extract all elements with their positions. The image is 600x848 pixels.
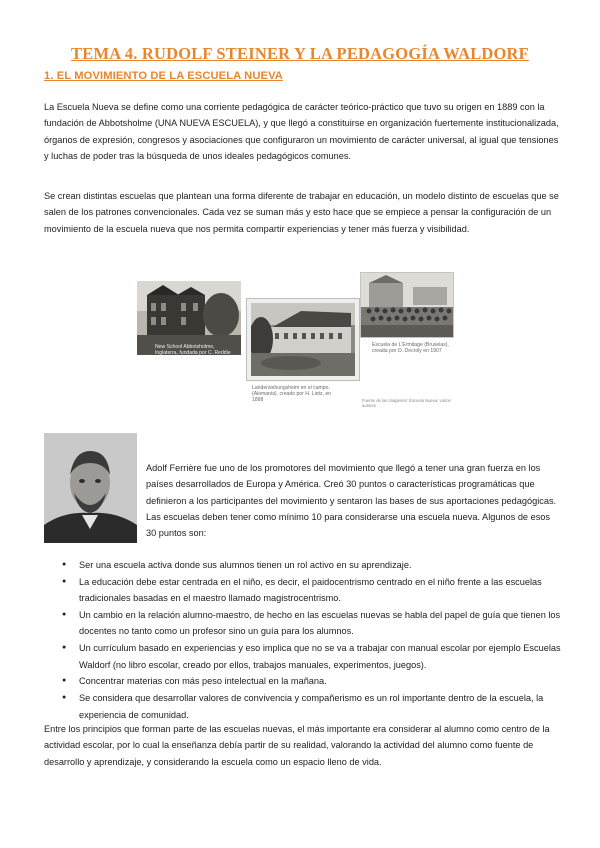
list-item: ● Un currículum basado en experiencias y eso implica que no se va a trabajar con manual escolar por ejemplo Escuelas Waldorf (no libro escolar, creado por ellos, trabajos manuales, experimentos, juegos).	[62, 640, 562, 673]
intro-paragraph: La Escuela Nueva se define como una corriente pedagógica de carácter teórico-práctico que tuvo su origen en 1889 con la fundación de Abbotsholme (UNA NUEVA ESCUELA), y que llegó a constituirse en organización fuertemente institucionalizada, órganos de expresión, congresos y asociaciones que configuraron un movimiento de carácter universal, al igual que tensiones y luchas de poder tras la búsqueda de unos ideales pedagógicos comunes.	[44, 102, 559, 161]
section-heading: 1. EL MOVIMIENTO DE LA ESCUELA NUEVA	[44, 70, 283, 82]
list-item: ● Se considera que desarrollar valores de convivencia y compañerismo es un rol importante dentro de la escuela, la experiencia de comunidad.	[62, 690, 562, 723]
ferriere-portrait	[44, 433, 137, 543]
ferriere-paragraph: Adolf Ferrière fue uno de los promotores del movimiento que llegó a tener una gran fuerza en los países desarrollados de Europa y América. Creó 30 puntos o características programáticas que definieron a los participantes del movimiento y sentaron las bases de sus aportaciones pedagógicas. Las escuelas deben tener como mínimo 10 para considerarse una escuela nueva. Algunos de esos 30 puntos son:	[146, 463, 557, 539]
landerziehungsheim-photo	[246, 298, 360, 381]
principles-paragraph: Entre los principios que forman parte de las escuelas nuevas, el más importante era considerar al alumno como centro de la actividad escolar, por lo cual la enseñanza debía partir de su realidad, valorando la actividad del alumno como fuente de desarrollo y aprendizaje, y considerando la escuela como un espacio lleno de vida.	[44, 724, 550, 767]
abbotsholme-caption: New School Abbotsholme, Inglaterra, fundada por C. Reddie en 1889	[155, 344, 231, 363]
page-title: TEMA 4. RUDOLF STEINER Y LA PEDAGOGÍA WALDORF	[71, 44, 529, 63]
schools-paragraph: Se crean distintas escuelas que plantean una forma diferente de trabajar en educación, un modelo distinto de escuelas que se salen de los patrones convencionales. Cada vez se suman más y esto hace que se empiece a pensar la configuración de un movimiento de la escuela nueva que nos permita compartir experiencias y tener más fuerza y visibilidad.	[44, 191, 559, 234]
ferriere-points-list	[62, 557, 562, 724]
list-item: ● Un cambio en la relación alumno-maestro, de hecho en las escuelas nuevas se habla del papel de guía que tienen los docentes no tanto como un profesor sino un guía para los alumnos.	[62, 607, 562, 640]
images-source-caption: Fuente de las imágenes: Escuela Nueva, varios autores	[362, 398, 451, 408]
list-item: ● Ser una escuela activa donde sus alumnos tienen un rol activo en su aprendizaje.	[62, 557, 562, 573]
landerziehungsheim-caption: Landerziehungsheim en el campo, (Alemania), creado por H. Lietz, en 1898	[252, 385, 331, 404]
list-item: ● Concentrar materias con más peso intelectual en la mañana.	[62, 673, 562, 689]
list-item: ● La educación debe estar centrada en el niño, es decir, el paidocentrismo centrado en el niño frente a las escuelas tradicionales basadas en el maestro llamado magistrocentrismo.	[62, 574, 562, 607]
ermitage-caption: Escuela de L'Ermitage (Bruselas), creada por O. Decroly en 1907	[372, 342, 449, 355]
ermitage-photo	[360, 272, 454, 338]
